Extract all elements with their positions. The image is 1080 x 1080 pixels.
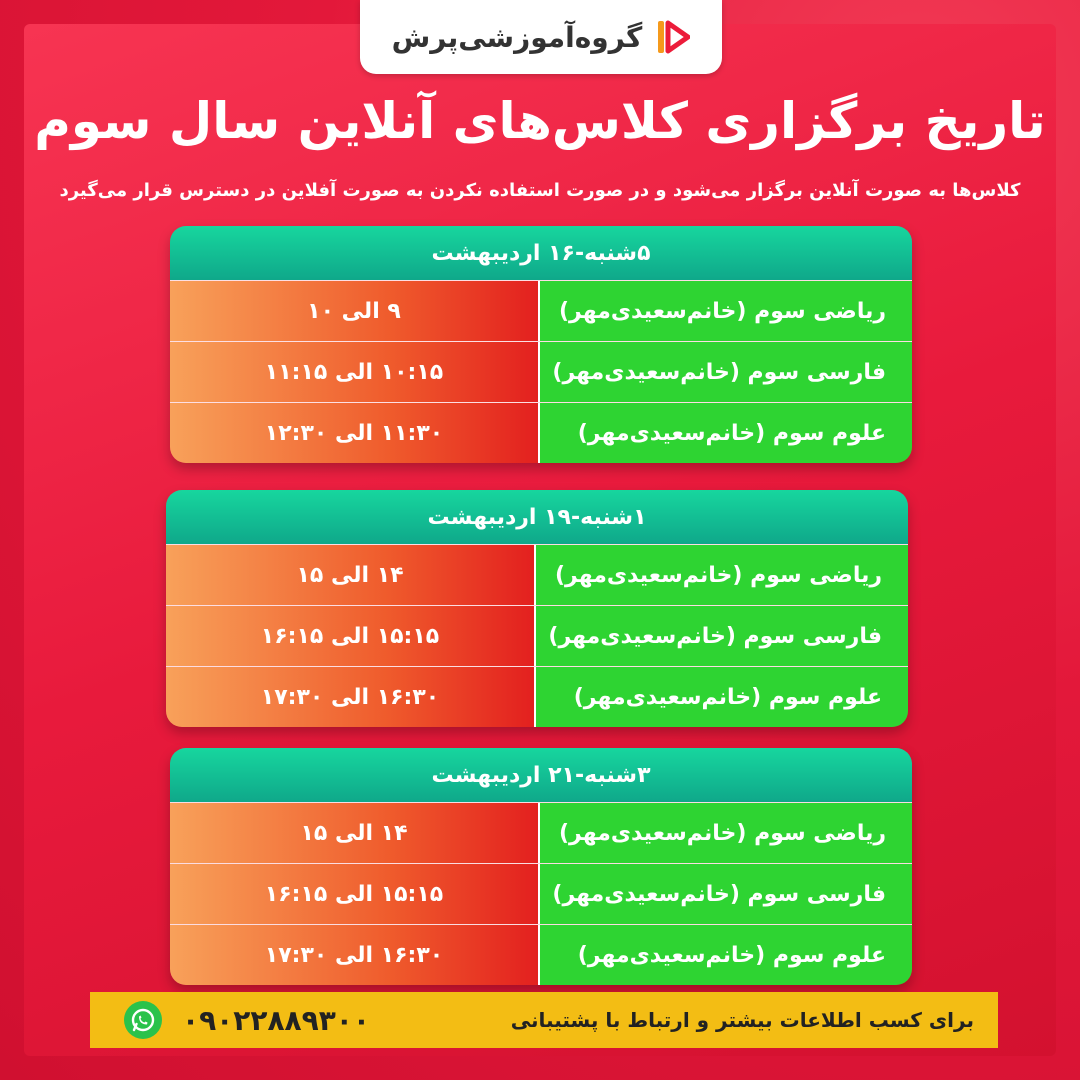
- page-title: تاریخ برگزاری کلاس‌های آنلاین سال سوم: [34, 92, 1046, 150]
- class-cell: علوم سوم (خانم‌سعیدی‌مهر): [540, 403, 912, 463]
- table-row: [170, 802, 912, 863]
- phone-number[interactable]: ۰۹۰۲۲۸۸۹۳۰۰: [182, 1003, 370, 1037]
- schedule-card-1: [170, 226, 912, 463]
- brand-logo-icon: [656, 19, 690, 55]
- time-cell: ۱۵:۱۵ الی ۱۶:۱۵: [166, 606, 536, 666]
- page-subtitle: کلاس‌ها به صورت آنلاین برگزار می‌شود و در صورت استفاده نکردن به صورت آفلاین در دسترس قرار می‌گیرد: [59, 180, 1021, 201]
- day-header: ۳شنبه-۲۱ اردیبهشت: [170, 748, 912, 802]
- class-cell: ریاضی سوم (خانم‌سعیدی‌مهر): [536, 545, 908, 605]
- class-cell: فارسی سوم (خانم‌سعیدی‌مهر): [536, 606, 908, 666]
- class-cell: ریاضی سوم (خانم‌سعیدی‌مهر): [540, 803, 912, 863]
- schedule-card-2: [166, 490, 908, 727]
- time-cell: ۱۵:۱۵ الی ۱۶:۱۵: [170, 864, 540, 924]
- day-header: ۱شنبه-۱۹ اردیبهشت: [166, 490, 908, 544]
- class-cell: فارسی سوم (خانم‌سعیدی‌مهر): [540, 864, 912, 924]
- class-cell: فارسی سوم (خانم‌سعیدی‌مهر): [540, 342, 912, 402]
- table-row: [166, 605, 908, 666]
- time-cell: ۱۴ الی ۱۵: [170, 803, 540, 863]
- contact-bar: [90, 992, 998, 1048]
- class-cell: علوم سوم (خانم‌سعیدی‌مهر): [536, 667, 908, 727]
- whatsapp-icon[interactable]: [124, 1001, 162, 1039]
- schedule-card-3: [170, 748, 912, 985]
- phone-group: [124, 1001, 370, 1039]
- support-text: برای کسب اطلاعات بیشتر و ارتباط با پشتیبانی: [510, 1008, 974, 1032]
- brand-logo: [360, 0, 722, 74]
- table-row: [170, 402, 912, 463]
- time-cell: ۱۶:۳۰ الی ۱۷:۳۰: [166, 667, 536, 727]
- time-cell: ۹ الی ۱۰: [170, 281, 540, 341]
- table-row: [170, 863, 912, 924]
- table-row: [170, 924, 912, 985]
- time-cell: ۱۰:۱۵ الی ۱۱:۱۵: [170, 342, 540, 402]
- time-cell: ۱۶:۳۰ الی ۱۷:۳۰: [170, 925, 540, 985]
- day-header: ۵شنبه-۱۶ اردیبهشت: [170, 226, 912, 280]
- brand-name: گروه‌آموزشی‌پرش: [391, 20, 643, 54]
- class-cell: ریاضی سوم (خانم‌سعیدی‌مهر): [540, 281, 912, 341]
- table-row: [166, 666, 908, 727]
- time-cell: ۱۱:۳۰ الی ۱۲:۳۰: [170, 403, 540, 463]
- table-row: [170, 280, 912, 341]
- table-row: [170, 341, 912, 402]
- time-cell: ۱۴ الی ۱۵: [166, 545, 536, 605]
- table-row: [166, 544, 908, 605]
- class-cell: علوم سوم (خانم‌سعیدی‌مهر): [540, 925, 912, 985]
